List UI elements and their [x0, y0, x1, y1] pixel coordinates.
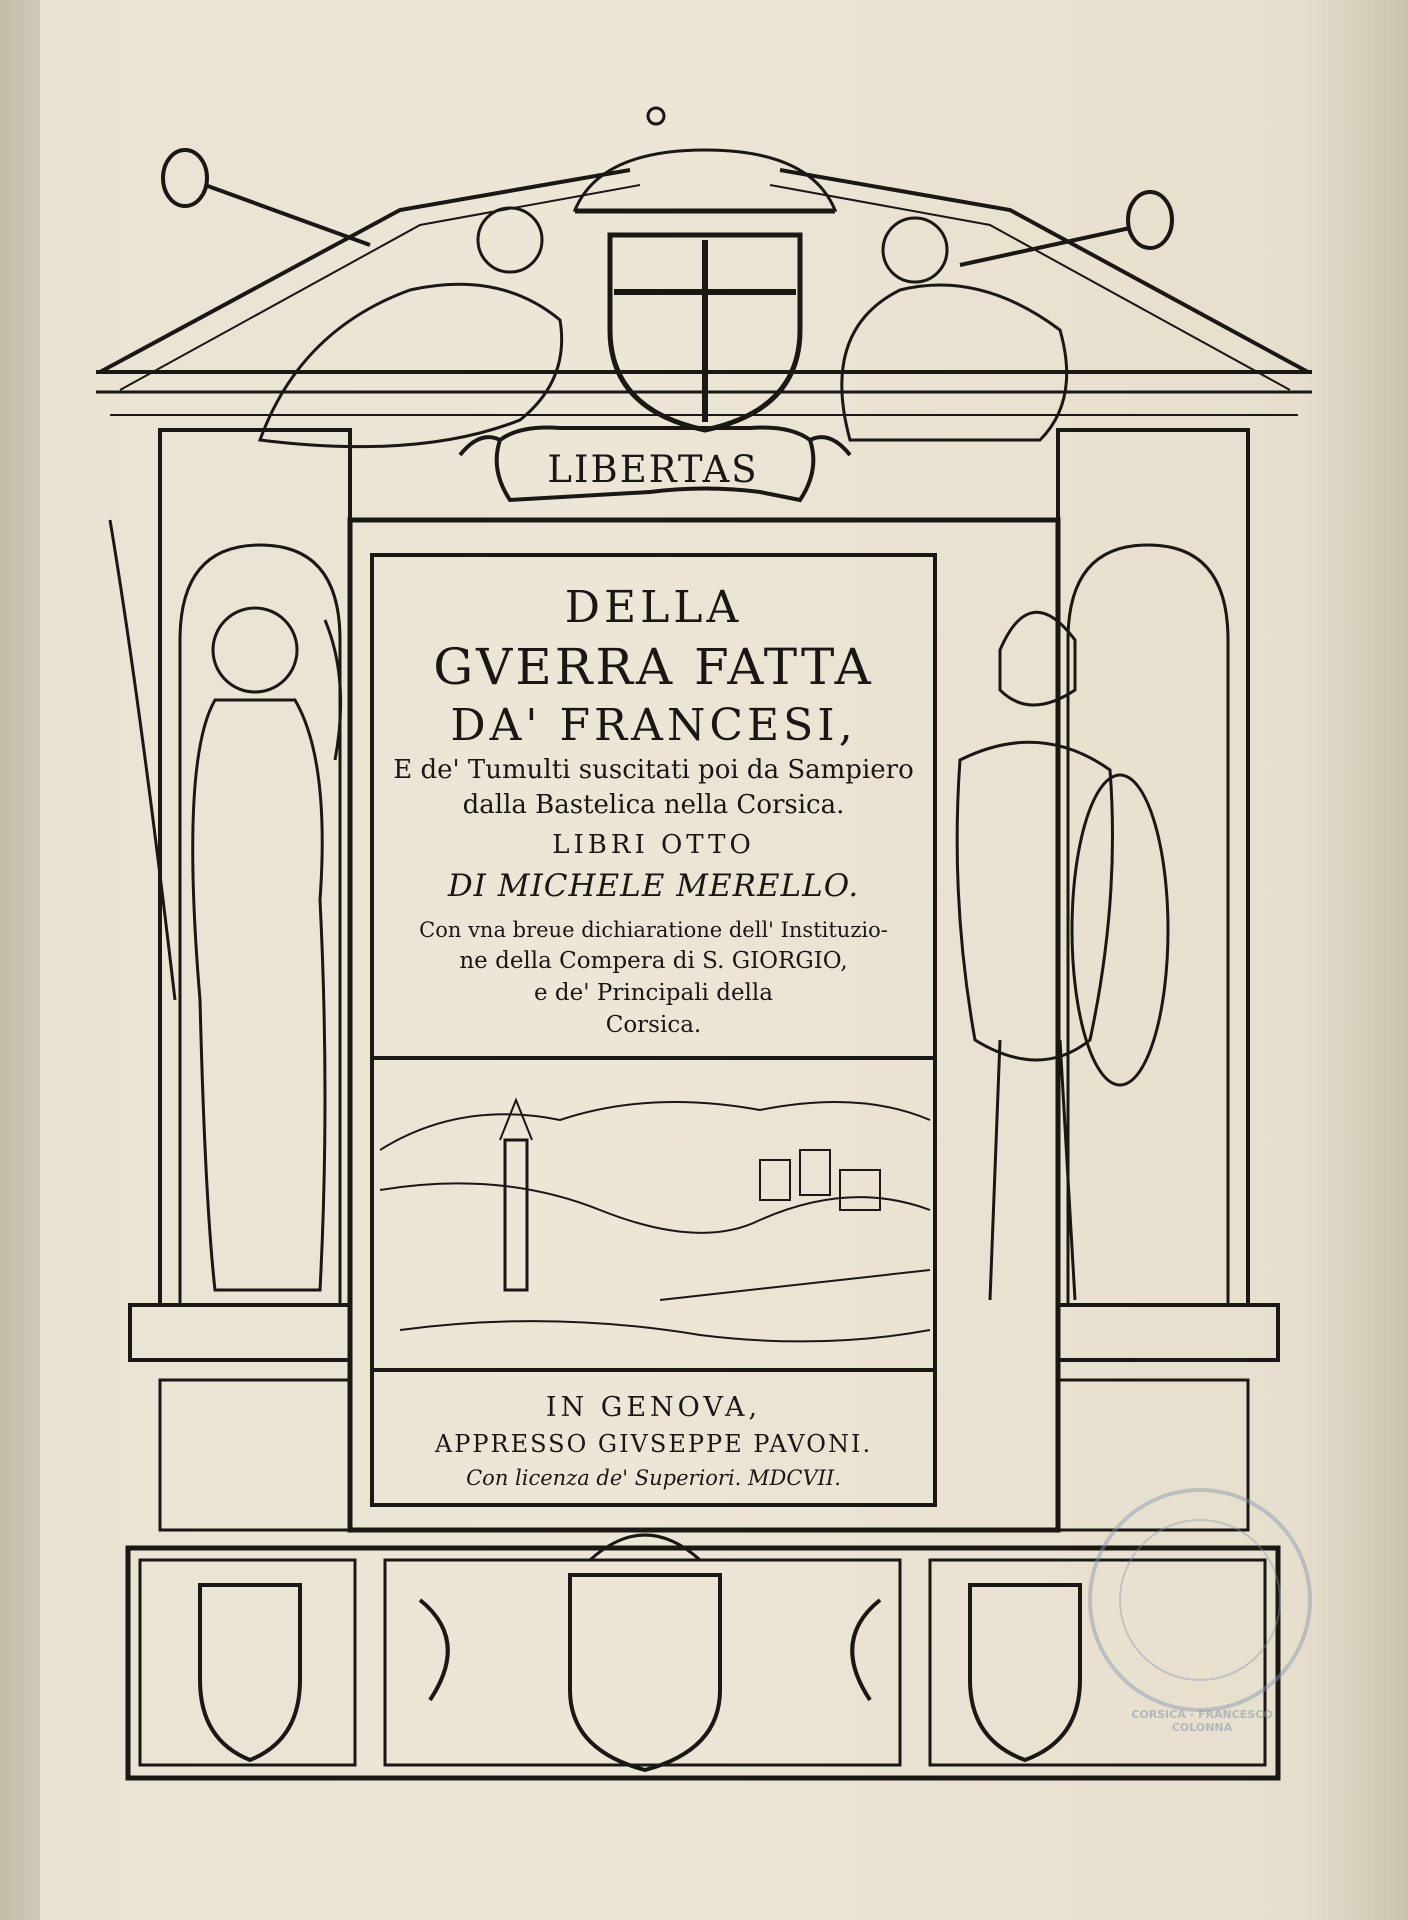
title-line-6: LIBRI OTTO	[552, 830, 755, 860]
description-line-1: Con vna breue dichiaratione dell' Instituzio-	[419, 918, 888, 942]
title-line-4: E de' Tumulti suscitati poi da Sampiero	[393, 755, 914, 785]
woman-figure	[110, 520, 341, 1290]
title-line-5: dalla Bastelica nella Corsica.	[462, 790, 845, 820]
imprint-publisher: APPRESSO GIVSEPPE PAVONI.	[434, 1430, 873, 1458]
libertas-banner-text: LIBERTAS	[547, 448, 759, 491]
trumpet-icon	[163, 150, 1172, 265]
harbor-view	[380, 1100, 930, 1341]
description-line-4: Corsica.	[605, 1012, 702, 1038]
library-stamp: CORSICA - FRANCESCO COLONNA	[1131, 1708, 1273, 1734]
description-line-2: ne della Compera di S. GIORGIO,	[459, 948, 848, 974]
imprint-license: Con licenza de' Superiori. MDCVII.	[466, 1466, 841, 1490]
title-line-1: DELLA	[564, 582, 743, 633]
description-line-3: e de' Principali della	[534, 980, 773, 1006]
imprint-city: IN GENOVA,	[545, 1392, 762, 1423]
angel-figures	[260, 208, 1067, 447]
soldier-figure	[957, 612, 1168, 1300]
title-line-2: GVERRA FATTA	[433, 638, 874, 696]
author-line: DI MICHELE MERELLO.	[447, 868, 860, 904]
title-line-3: DA' FRANCESI,	[450, 700, 857, 751]
crown-shield-icon	[575, 108, 835, 430]
